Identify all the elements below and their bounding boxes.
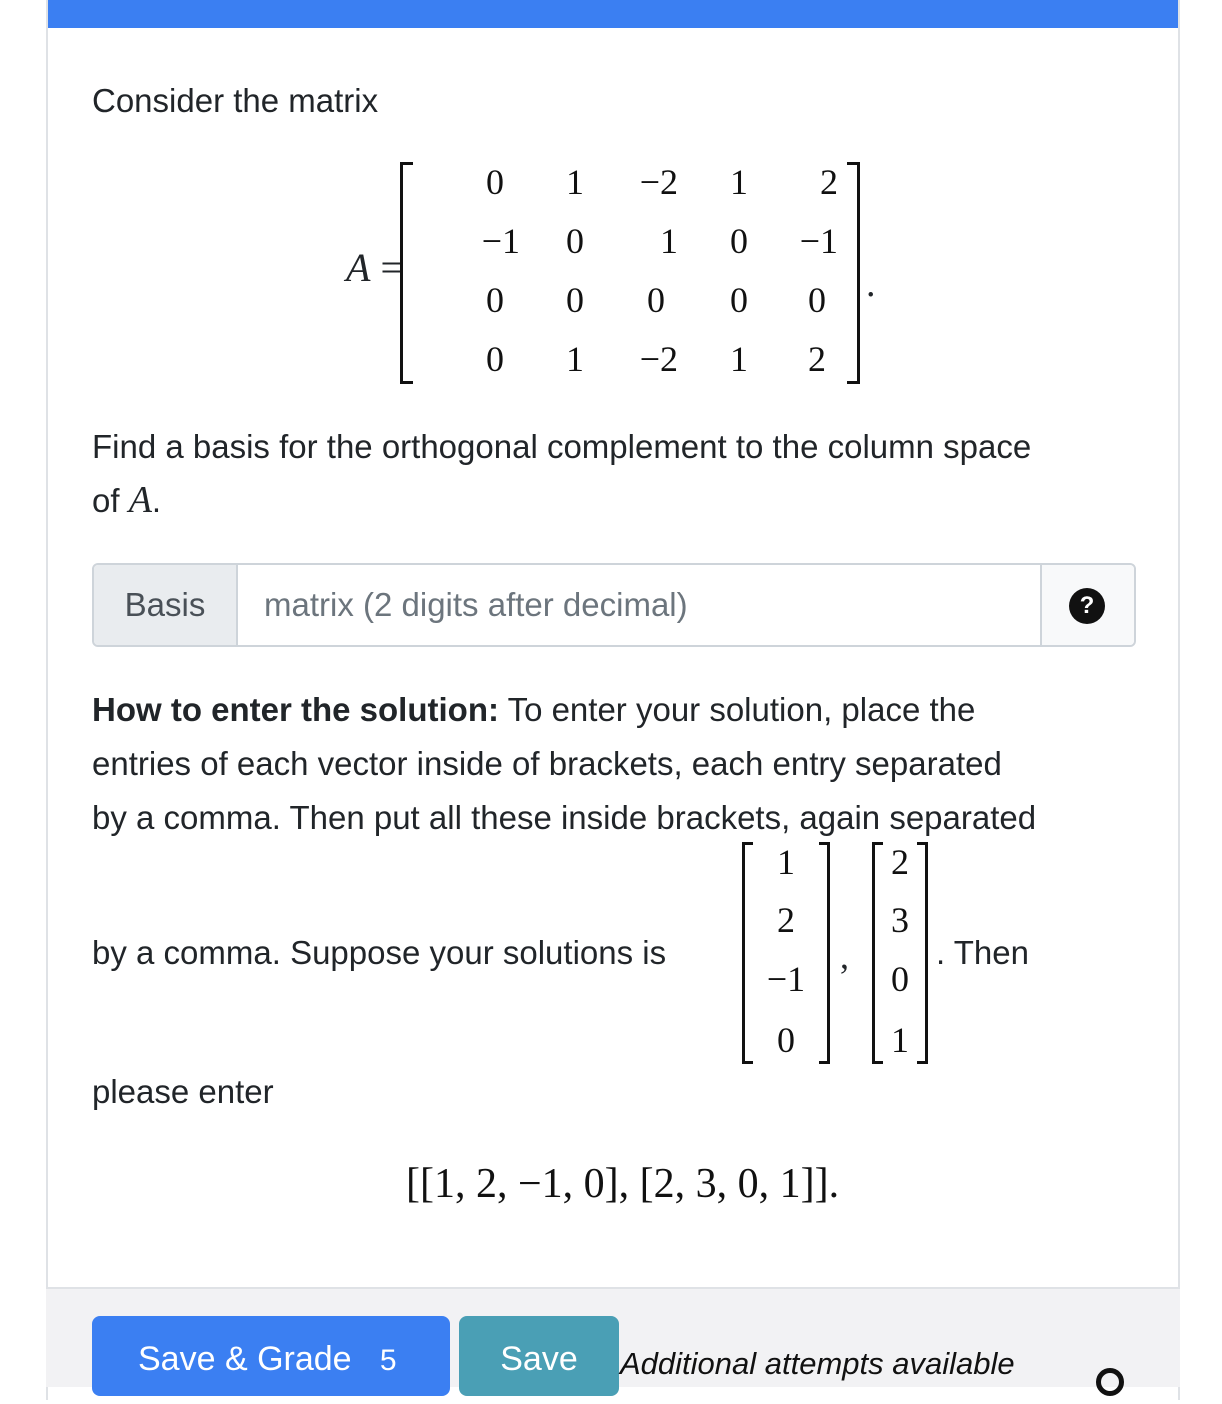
matrix-cell: 0 [730,280,748,320]
vector-entry: 2 [777,900,795,940]
basis-label: Basis [94,565,238,645]
matrix-cell: 0 [566,280,584,320]
matrix-cell: 0 [566,221,584,261]
matrix-cell: 1 [730,339,748,379]
please-enter-text: please enter [92,1073,274,1110]
card-header-bar [48,0,1178,28]
matrix-cell: −1 [481,221,520,261]
then-text: . Then [936,934,1029,971]
prompt-line-1: Find a basis for the orthogonal complement to the column space [92,428,1032,465]
save-and-grade-button[interactable]: Save & Grade 5 [92,1316,450,1396]
example-answer: [[1, 2, −1, 0], [2, 3, 0, 1]]. [406,1161,840,1207]
matrix-cell: 0 [486,339,504,379]
matrix-cell: 1 [730,162,748,202]
matrix-cell: 2 [820,162,838,202]
help-icon[interactable]: ? [1069,588,1105,624]
matrix-cell: −1 [799,221,838,261]
matrix-bracket-left [400,162,413,384]
matrix-cell: 0 [730,221,748,261]
vector-entry: 1 [891,1020,909,1060]
basis-input[interactable] [238,565,1070,645]
matrix-a [400,162,860,384]
matrix-cell: 1 [566,339,584,379]
example-vector-1 [742,842,830,1064]
matrix-bracket-right [847,162,860,384]
matrix-cell: 0 [486,280,504,320]
instructions-line-2: entries of each vector inside of brackets, each entry separated [92,745,1002,782]
instructions-heading: How to enter the solution: [92,691,499,728]
vector-entry: −1 [766,959,806,999]
matrix-cell: 1 [660,221,678,261]
attempts-status-icon [1096,1368,1124,1396]
matrix-cell: 0 [808,280,826,320]
instructions-line-1: How to enter the solution: To enter your solution, place the [92,691,976,728]
attempt-count-badge: 5 [379,1344,397,1377]
attempts-text: Additional attempts available [620,1346,1015,1381]
matrix-label: A = [346,245,403,290]
vector-separator: , [840,936,849,976]
vector-entry: 2 [891,842,909,882]
save-button[interactable]: Save [459,1316,619,1396]
vector-entry: 1 [777,842,795,882]
matrix-cell: −2 [639,162,678,202]
vector-entry: 3 [891,900,909,940]
matrix-cell: 0 [647,280,665,320]
intro-text: Consider the matrix [92,82,379,119]
matrix-cell: −2 [639,339,678,379]
matrix-period: . [866,263,876,305]
matrix-cell: 2 [808,339,826,379]
help-button[interactable] [1040,565,1134,645]
prompt-line-2: of A. [92,479,162,521]
basis-input-group [92,563,1136,647]
vector-entry: 0 [777,1020,795,1060]
instructions-line-4: by a comma. Suppose your solutions is [92,934,667,971]
vector-entry: 0 [891,959,909,999]
example-vector-2 [872,842,928,1064]
matrix-cell: 0 [486,162,504,202]
instructions-line-3: by a comma. Then put all these inside brackets, again separated [92,799,1037,836]
matrix-cell: 1 [566,162,584,202]
